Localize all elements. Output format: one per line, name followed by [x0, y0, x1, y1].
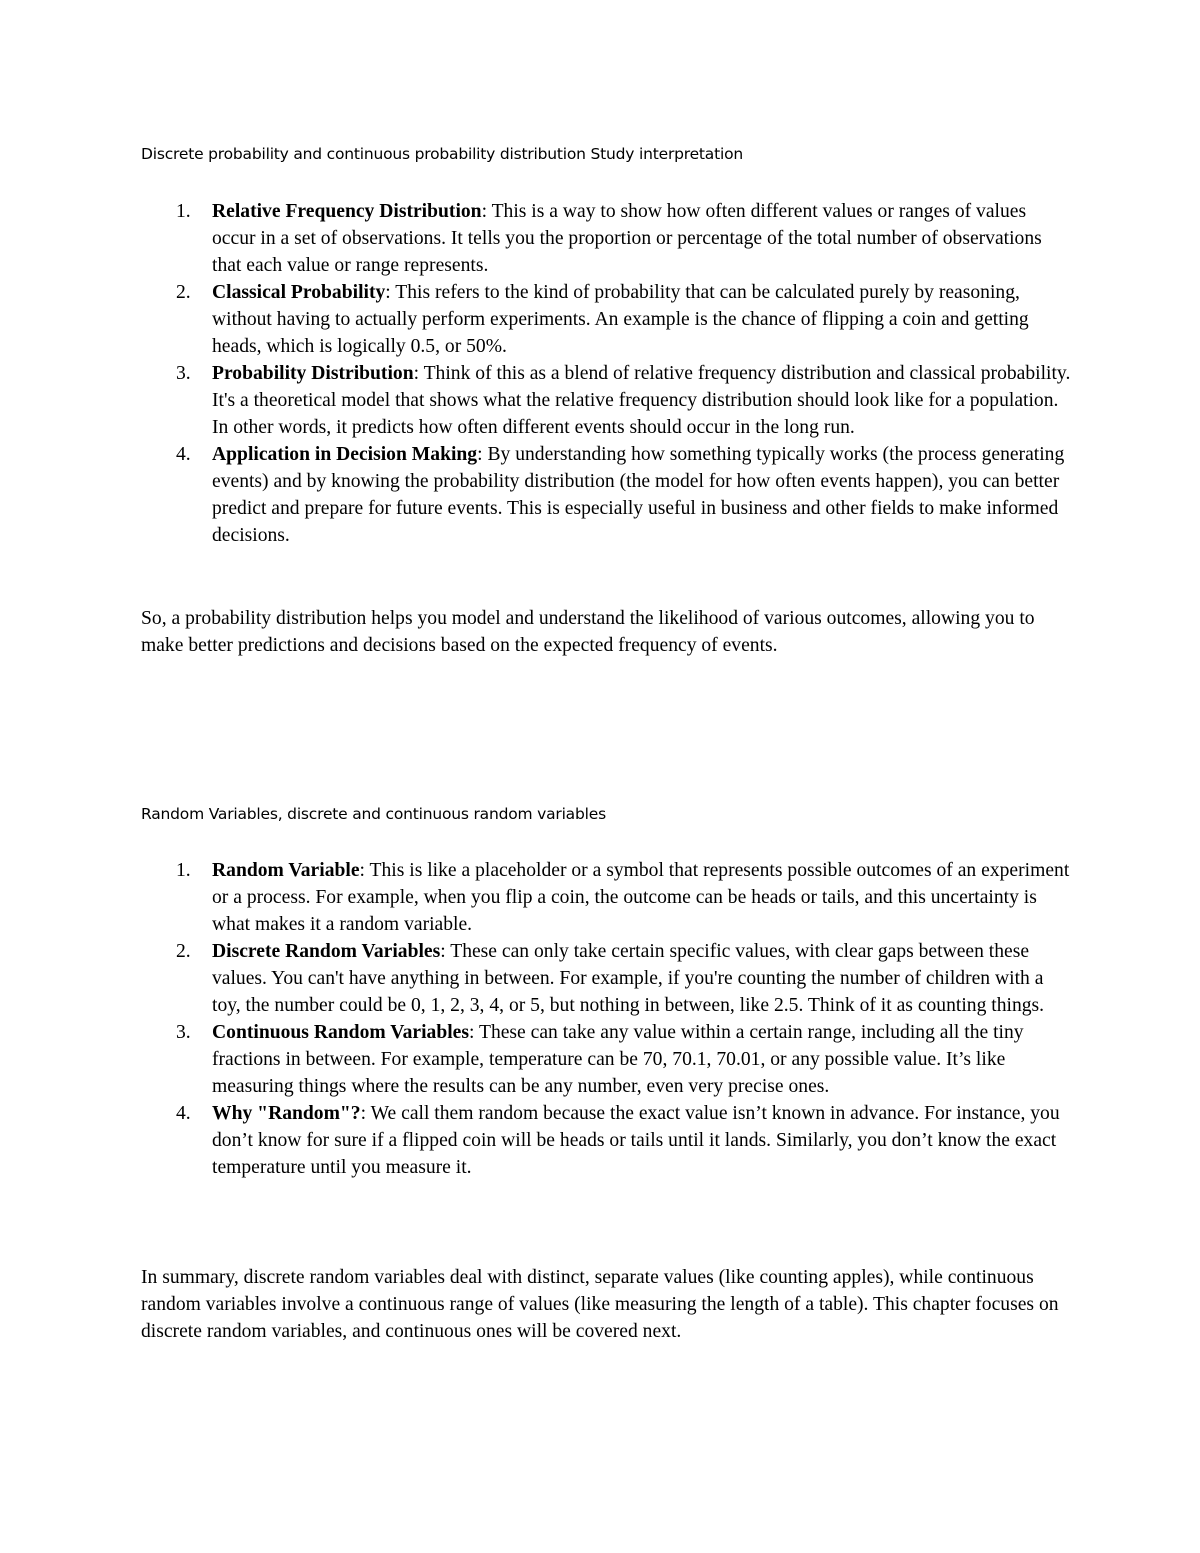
list-term: Discrete Random Variables	[212, 941, 441, 962]
list-text: : These can only take certain specific values, with clear gaps between these values. You can't have anything in between. For example, if you're counting the number of children with a toy, the number could be 0, 1, 2, 3, 4, or 5, but nothing in between, like 2.5. Think of it as counting things.	[212, 941, 1045, 1016]
list-item	[141, 938, 1071, 1019]
list-text: : These can take any value within a certain range, including all the tiny fractions in between. For example, temperature can be 70, 70.1, 70.01, or any possible value. It’s like measuring things where the results can be any number, even very precise ones.	[212, 1022, 1024, 1097]
list-number: 1.	[176, 860, 191, 881]
list-text: : By understanding how something typically works (the process generating events) and by knowing the probability distribution (the model for how often events happen), you can better predict and prepare for future events. This is especially useful in business and other fields to make informed decisions.	[212, 444, 1065, 546]
list-text: : We call them random because the exact value isn’t known in advance. For instance, you don’t know for sure if a flipped coin will be heads or tails until it lands. Similarly, you don’t know the exact temperature until you measure it.	[212, 1103, 1060, 1178]
list-term: Random Variable	[212, 860, 360, 881]
section-heading-probability-distribution: Discrete probability and continuous probability distribution Study interpretation	[141, 145, 743, 163]
list-number: 3.	[176, 363, 191, 384]
list-term: Continuous Random Variables	[212, 1022, 469, 1043]
list-text: : Think of this as a blend of relative frequency distribution and classical probability. It's a theoretical model that shows what the relative frequency distribution should look like for a population. In other words, it predicts how often different events should occur in the long run.	[212, 363, 1071, 438]
list-term: Why "Random"?	[212, 1103, 361, 1124]
list-item	[141, 1100, 1071, 1181]
list-number: 4.	[176, 1103, 191, 1124]
list-item	[141, 857, 1071, 938]
list-number: 2.	[176, 941, 191, 962]
list-term: Classical Probability	[212, 282, 386, 303]
list-item	[141, 279, 1071, 360]
list-number: 3.	[176, 1022, 191, 1043]
random-variables-summary-paragraph: In summary, discrete random variables deal with distinct, separate values (like counting apples), while continuous random variables involve a continuous range of values (like measuring the length of a table). This chapter focuses on discrete random variables, and continuous ones will be covered next.	[141, 1267, 1059, 1342]
list-number: 4.	[176, 444, 191, 465]
list-term: Application in Decision Making	[212, 444, 478, 465]
probability-concepts-list	[141, 198, 1071, 549]
list-term: Relative Frequency Distribution	[212, 201, 482, 222]
list-text: : This is like a placeholder or a symbol that represents possible outcomes of an experiment or a process. For example, when you flip a coin, the outcome can be heads or tails, and this uncertainty is what makes it a random variable.	[212, 860, 1070, 935]
probability-summary-paragraph: So, a probability distribution helps you model and understand the likelihood of various outcomes, allowing you to make better predictions and decisions based on the expected frequency of events.	[141, 608, 1035, 656]
list-item	[141, 198, 1071, 279]
section-heading-random-variables: Random Variables, discrete and continuous random variables	[141, 805, 606, 823]
list-item	[141, 360, 1071, 441]
random-variables-list	[141, 857, 1071, 1181]
list-item	[141, 1019, 1071, 1100]
list-item	[141, 441, 1071, 549]
list-text: : This refers to the kind of probability that can be calculated purely by reasoning, without having to actually perform experiments. An example is the chance of flipping a coin and getting heads, which is logically 0.5, or 50%.	[212, 282, 1029, 357]
list-number: 1.	[176, 201, 191, 222]
list-number: 2.	[176, 282, 191, 303]
list-text: : This is a way to show how often different values or ranges of values occur in a set of observations. It tells you the proportion or percentage of the total number of observations that each value or range represents.	[212, 201, 1042, 276]
list-term: Probability Distribution	[212, 363, 414, 384]
